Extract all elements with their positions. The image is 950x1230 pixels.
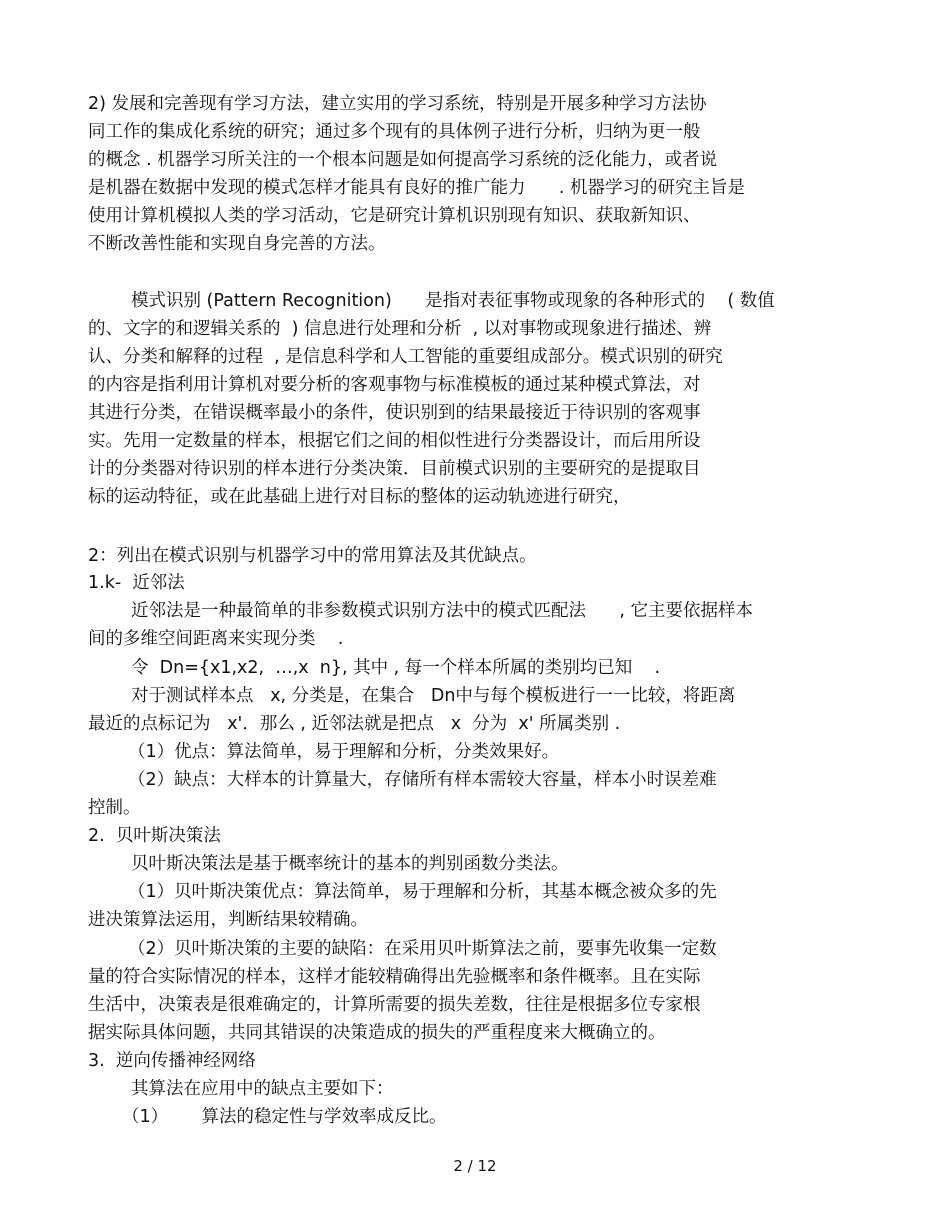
bp-line: 其算法在应用中的缺点主要如下：	[131, 1079, 394, 1099]
bayes-line: 生活中，决策表是很难确定的，计算所需要的损失差数，往往是根据多位专家根	[88, 995, 701, 1015]
intro-line: 不断改善性能和实现自身完善的方法。	[88, 234, 386, 254]
bayes-line: （1）贝叶斯决策优点：算法简单，易于理解和分析，其基本概念被众多的先	[128, 882, 717, 902]
pattern-line: 实。先用一定数量的样本，根据它们之间的相似性进行分类器设计，而后用所设	[88, 431, 701, 451]
pattern-line: 认、分类和解释的过程 , 是信息科学和人工智能的重要组成部分。模式识别的研究	[88, 347, 723, 367]
knn-line: 令 Dn={x1,x2, …,x n}, 其中 , 每一个样本所属的类别均已知 .	[131, 658, 661, 678]
page-number: 2 / 12	[453, 1157, 497, 1175]
knn-line: 间的多维空间距离来实现分类 .	[88, 629, 344, 649]
knn-line: （1）优点：算法简单，易于理解和分析，分类效果好。	[128, 742, 560, 762]
intro-line: 2) 发展和完善现有学习方法，建立实用的学习系统，特别是开展多种学习方法协	[88, 94, 707, 114]
bp-line: （1） 算法的稳定性与学效率成反比。	[122, 1107, 447, 1127]
bayes-line: 据实际具体问题，共同其错误的决策造成的损失的严重程度来大概确立的。	[88, 1023, 666, 1043]
intro-line: 是机器在数据中发现的模式怎样才能具有良好的推广能力 . 机器学习的研究主旨是	[88, 178, 745, 198]
knn-line: （2）缺点：大样本的计算量大，存储所有样本需较大容量，样本小时误差难	[128, 770, 717, 790]
bayes-line: 量的符合实际情况的样本，这样才能较精确得出先验概率和条件概率。且在实际	[88, 967, 701, 987]
pattern-line: 标的运动特征，或在此基础上进行对目标的整体的运动轨迹进行研究，	[88, 487, 631, 507]
pattern-line: 的、文字的和逻辑关系的 ) 信息进行处理和分析 , 以对事物或现象进行描述、辨	[88, 319, 712, 339]
section-heading-bayes: 2. 贝叶斯决策法	[88, 826, 221, 846]
question-heading: 2：列出在模式识别与机器学习中的常用算法及其优缺点。	[88, 546, 537, 566]
bayes-line: （2）贝叶斯决策的主要的缺陷：在采用贝叶斯算法之前，要事先收集一定数	[128, 939, 717, 959]
knn-line: 近邻法是一种最简单的非参数模式识别方法中的模式匹配法 , 它主要依据样本	[131, 601, 753, 621]
section-heading-knn: 1.k- 近邻法	[88, 573, 185, 593]
knn-line: 控制。	[88, 798, 141, 818]
intro-line: 同工作的集成化系统的研究；通过多个现有的具体例子进行分析，归纳为更一般	[88, 122, 701, 142]
bayes-line: 进决策算法运用，判断结果较精确。	[88, 910, 368, 930]
pattern-line: 的内容是指利用计算机对要分析的客观事物与标准模板的通过某种模式算法，对	[88, 375, 701, 395]
section-heading-bp: 3. 逆向传播神经网络	[88, 1051, 256, 1071]
knn-line: 最近的点标记为 x'．那么 , 近邻法就是把点 x 分为 x' 所属类别 .	[88, 714, 621, 734]
pattern-line: 计的分类器对待识别的样本进行分类决策．目前模式识别的主要研究的是提取目	[88, 459, 701, 479]
intro-line: 使用计算机模拟人类的学习活动，它是研究计算机识别现有知识、获取新知识、	[88, 206, 701, 226]
intro-line: 的概念 . 机器学习所关注的一个根本问题是如何提高学习系统的泛化能力，或者说	[88, 150, 718, 170]
knn-line: 对于测试样本点 x, 分类是，在集合 Dn中与每个模板进行一一比较，将距离	[131, 686, 736, 706]
pattern-line: 其进行分类，在错误概率最小的条件，使识别到的结果最接近于待识别的客观事	[88, 403, 701, 423]
pattern-line: 模式识别 (Pattern Recognition) 是指对表征事物或现象的各种形式的 ( 数值	[131, 291, 775, 311]
bayes-line: 贝叶斯决策法是基于概率统计的基本的判别函数分类法。	[131, 854, 569, 874]
